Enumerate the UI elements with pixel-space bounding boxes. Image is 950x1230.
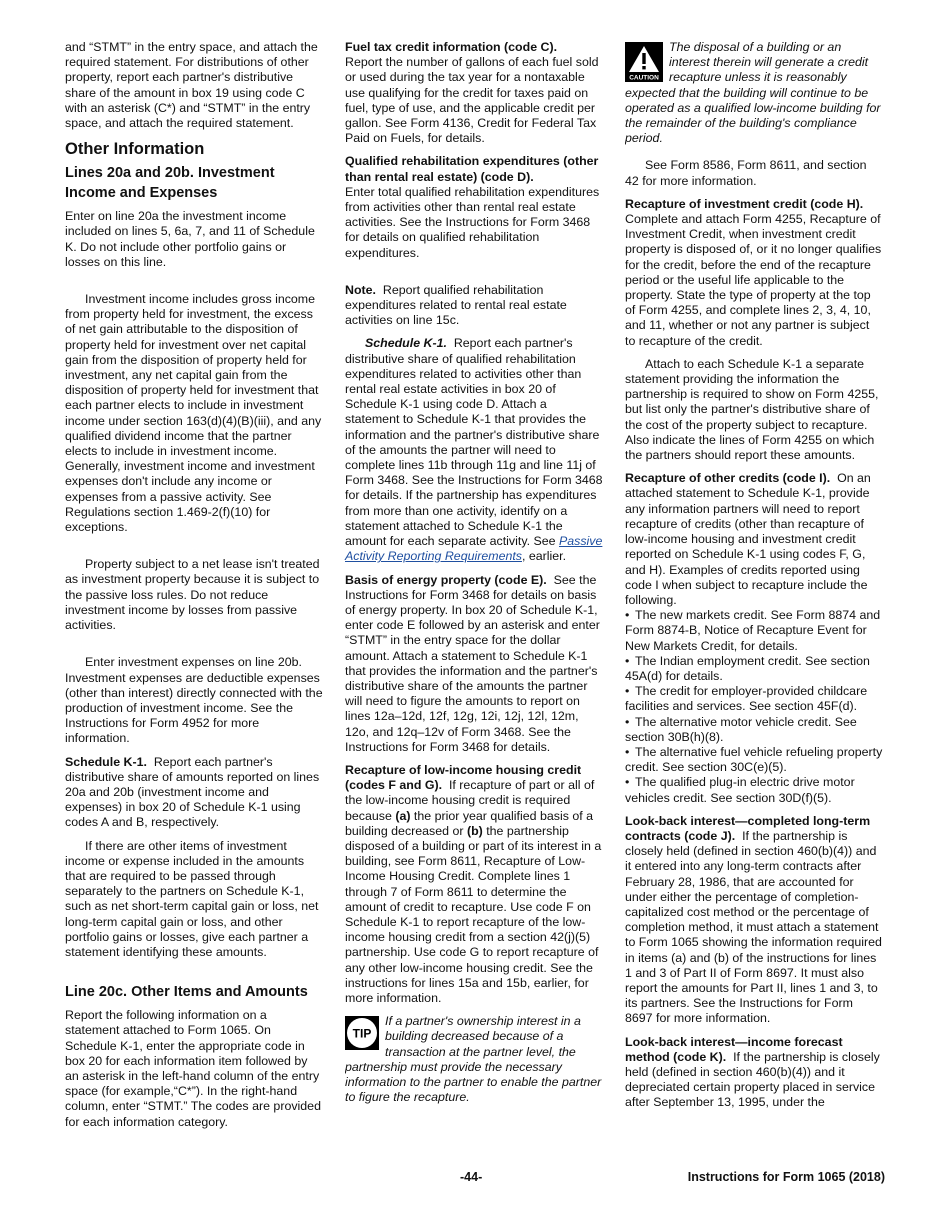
item-label: (a) <box>395 808 411 823</box>
tip-callout <box>345 1014 603 1105</box>
run-in-heading: Fuel tax credit information (code C). <box>345 40 558 54</box>
caution-icon <box>625 42 663 82</box>
paragraph-text: Report each partner's distributive share of amounts reported on lines 20a and 20b (investment income and expenses) in box 20 of Schedule K-1 using codes A and B, respectively. <box>65 754 320 830</box>
paragraph: Report the following information on a statement attached to Form 1065. On Schedule K-1, enter the appropriate code in box 20 for each information item followed by an asterisk in the left-hand column of the entry space (for example,“C*”). In the right-hand column, enter “STMT.” The codes are provided for each information category. <box>65 1008 321 1129</box>
paragraph: Enter on line 20a the investment income included on lines 5, 6a, 7, and 11 of Schedule K. Do not include other portfolio gains or losses on this line. <box>65 209 315 269</box>
paragraph-text: Report the number of gallons of each fuel sold or used during the tax year for a nontaxable use qualifying for the credit for taxes paid on fuel, type of use, and the applicable credit per gallon. See Form 4136, Credit for Federal Tax Paid on Fuels, for details. <box>345 55 599 146</box>
paragraph-text: If recapture of part or all of the low-income housing credit is required because <box>345 778 595 823</box>
run-in-heading: Basis of energy property (code E). <box>345 572 547 587</box>
column-2 <box>345 40 603 1111</box>
caution-text: The disposal of a building or an interest therein will generate a credit recapture unless it is reasonably expected that the building will continue to be operated as a qualified low-income building for the remainder of the building's compliance period. <box>625 40 881 146</box>
column-1 <box>65 40 323 1138</box>
run-in-heading: Recapture of other credits (code I). <box>625 471 831 486</box>
footer-title: Instructions for Form 1065 (2018) <box>687 1170 885 1184</box>
item-label: (b) <box>466 823 483 838</box>
note-label: Note. <box>345 282 376 297</box>
run-in-heading: Recapture of low-income housing credit (codes F and G). <box>345 762 582 793</box>
page-number: -44- <box>460 1170 483 1184</box>
paragraph: See Form 8586, Form 8611, and section 42 for more information. <box>625 158 867 188</box>
paragraph <box>345 573 603 755</box>
paragraph-text: Report qualified rehabilitation expenditures related to rental real estate activities on line 15c. <box>345 282 567 328</box>
run-in-heading: Schedule K-1. <box>65 754 147 769</box>
column-3 <box>625 40 883 1119</box>
paragraph: Enter investment expenses on line 20b. Investment expenses are deductible expenses (other than interest) directly connected with the production of investment income. See the Instructions for Form 4952 for more information. <box>65 655 323 746</box>
paragraph: Property subject to a net lease isn't treated as investment property because it is subject to the passive loss rules. Do not reduce investment income by losses from passive activities. <box>65 557 320 633</box>
paragraph: and “STMT” in the entry space, and attach the required statement. For distributions of other property, report each partner's distributive share of the amount in box 19 using code C with an asterisk (C*) and “STMT” in the entry space, and attach the required statement. <box>65 40 318 131</box>
paragraph-text: See the Instructions for Form 3468 for details on basis of energy property. In box 20 of Schedule K-1, enter code E followed by an asterisk and enter “STMT” in the entry space for the dollar amount. Attach a statement to Schedule K-1 that provides the information and the partner's distributive share of the amounts the partner will need to figure the amounts to report on lines 12a–12d, 12f, 12g, 12i, 12j, 12l, 12m, 12o, and 12q–12v of Form 3468. See the Instructions for Form 3468 for details. <box>345 572 600 754</box>
note-paragraph <box>345 283 603 329</box>
bullet-list <box>625 608 883 806</box>
paragraph-text: Complete and attach Form 4255, Recapture of Investment Credit, when investment credit property is disposed of, or it no longer qualifies for the credit, before the end of the recapture period or the useful life applicable to the property. State the type of property at the top of Form 4255, and complete lines 2, 3, 4, 10, and 11, whether or not any partner is subject to recapture of the credit. <box>625 212 882 348</box>
paragraph <box>625 197 883 349</box>
paragraph-text: the prior year qualified basis of a building decreased or <box>345 808 593 838</box>
subheading-lines-20a-20b: Lines 20a and 20b. Investment Income and Expenses <box>65 165 275 202</box>
tip-icon <box>345 1016 379 1050</box>
paragraph-text: On an attached statement to Schedule K-1, provide any information partners will need to report recapture of credits (other than recapture of low-income housing and investment credit reported on Schedule K-1 using codes F, G, and H). Examples of credits reported using code I when subject to recapture include the following. <box>625 471 871 607</box>
paragraph <box>345 40 603 146</box>
paragraph <box>345 763 603 1006</box>
paragraph <box>625 471 883 608</box>
list-item: • The Indian employment credit. See section 45A(d) for details. <box>625 654 883 684</box>
list-item: • The credit for employer-provided childcare facilities and services. See section 45F(d). <box>625 684 883 714</box>
list-item: • The new markets credit. See Form 8874 and Form 8874-B, Notice of Recapture Event for New Markets Credit, for details. <box>625 608 883 654</box>
caution-label: CAUTION <box>629 74 659 82</box>
paragraph <box>345 336 603 564</box>
paragraph <box>345 154 603 260</box>
paragraph <box>65 755 323 831</box>
list-item: • The alternative motor vehicle credit. See section 30B(h)(8). <box>625 715 883 745</box>
run-in-heading: Look-back interest—completed long-term contracts (code J). <box>625 813 871 843</box>
section-heading-other-information: Other Information <box>65 140 205 159</box>
paragraph-text: , earlier. <box>521 549 567 564</box>
paragraph-text: Report each partner's distributive share of qualified rehabilitation expenditures related to activities other than rental real estate activities in box 20 of Schedule K-1 using code D. Attach a statement to Schedule K-1 that provides the information and the partner's distributive share of the amounts the partner will need to complete lines 11b through 11g and line 11j of Form 3468. See the Instructions for Form 3468 for details. If the partnership has expenditures from more than one activity, identify on a statement attached to Schedule K-1 the amount for each separate activity. See <box>345 336 603 549</box>
run-in-heading: Recapture of investment credit (code H). <box>625 196 864 211</box>
tip-label: TIP <box>352 1026 372 1041</box>
paragraph-text: the partnership disposed of a building or part of its interest in a building, see Form 8611, Recapture of Low-Income Housing Credit. Complete lines 1 through 7 of Form 8611 to determine the amount of credit to recapture. Use code F on Schedule K-1 to report recapture of the low-income housing credit from a section 42(j)(5) partnership. Use code G to report recapture of any other low-income housing credit. See the instructions for lines 15a and 15b, earlier, for more information. <box>345 823 602 1005</box>
passive-activity-link[interactable]: Passive Activity Reporting Requirements <box>345 534 603 564</box>
paragraph-text: If the partnership is closely held (defined in section 460(b)(4)) and it entered into any long-term contracts after February 28, 1986, that are accounted for under either the percentage of completion-capitalized cost method or the percentage of completion method, it must attach a statement to Form 1065 showing the information required in items (a) and (b) of the instructions for lines 1 and 3 of Part II of Form 8697. It must also report the amounts for Part II, lines 1 and 3, to its partners. See the Instructions for Form 8697 for more information. <box>625 828 882 1026</box>
caution-callout <box>625 40 883 146</box>
paragraph-text: Enter total qualified rehabilitation expenditures from activities other than rental real estate activities. See the Instructions for Form 3468 for details on qualified rehabilitation expenditures. <box>345 184 600 260</box>
run-in-heading: Look-back interest—income forecast method (code K). <box>625 1034 843 1064</box>
run-in-heading: Qualified rehabilitation expenditures (other than rental real estate) (code D). <box>345 154 599 184</box>
subheading-line-20c: Line 20c. Other Items and Amounts <box>65 984 308 1001</box>
tip-text: If a partner's ownership interest in a building decreased because of a transaction at the partner level, the partnership must provide the necessary information to the partner to enable the partner to figure the recapture. <box>345 1014 602 1105</box>
list-item: • The alternative fuel vehicle refueling property credit. See section 30C(e)(5). <box>625 745 883 775</box>
list-item: • The qualified plug-in electric drive motor vehicles credit. See section 30D(f)(5). <box>625 775 883 805</box>
paragraph: Attach to each Schedule K-1 a separate statement providing the information the partnership is required to show on Form 4255, but list only the partner's distributive share of the cost of the property subject to recapture. Also indicate the lines of Form 4255 on which the partners should report these amounts. <box>625 356 879 463</box>
paragraph-text: If the partnership is closely held (defined in section 460(b)(4)) and it depreciated certain property placed in service after September 13, 1995, under the <box>625 1049 880 1110</box>
paragraph <box>625 814 883 1027</box>
paragraph: Investment income includes gross income from property held for investment, the excess of net gain attributable to the disposition of property held for investment over net capital gain from the disposition of property held for investment, any net capital gain from the disposition of property held for investment that each partner elects to include in investment income under section 163(d)(4)(B)(iii), and any qualified dividend income that the partner elects to include in investment income. Generally, investment income and investment expenses don't include any income or expenses from a passive activity. See Regulations section 1.469-2(f)(10) for exceptions. <box>65 292 322 535</box>
run-in-heading: Schedule K-1. <box>365 336 447 351</box>
paragraph: If there are other items of investment income or expense included in the amounts that are required to be passed through separately to the partners on Schedule K-1, such as net short-term capital gain or loss, net long-term capital gain or loss, and other portfolio gains or losses, give each partner a statement identifying these amounts. <box>65 838 319 959</box>
paragraph <box>625 1035 883 1111</box>
